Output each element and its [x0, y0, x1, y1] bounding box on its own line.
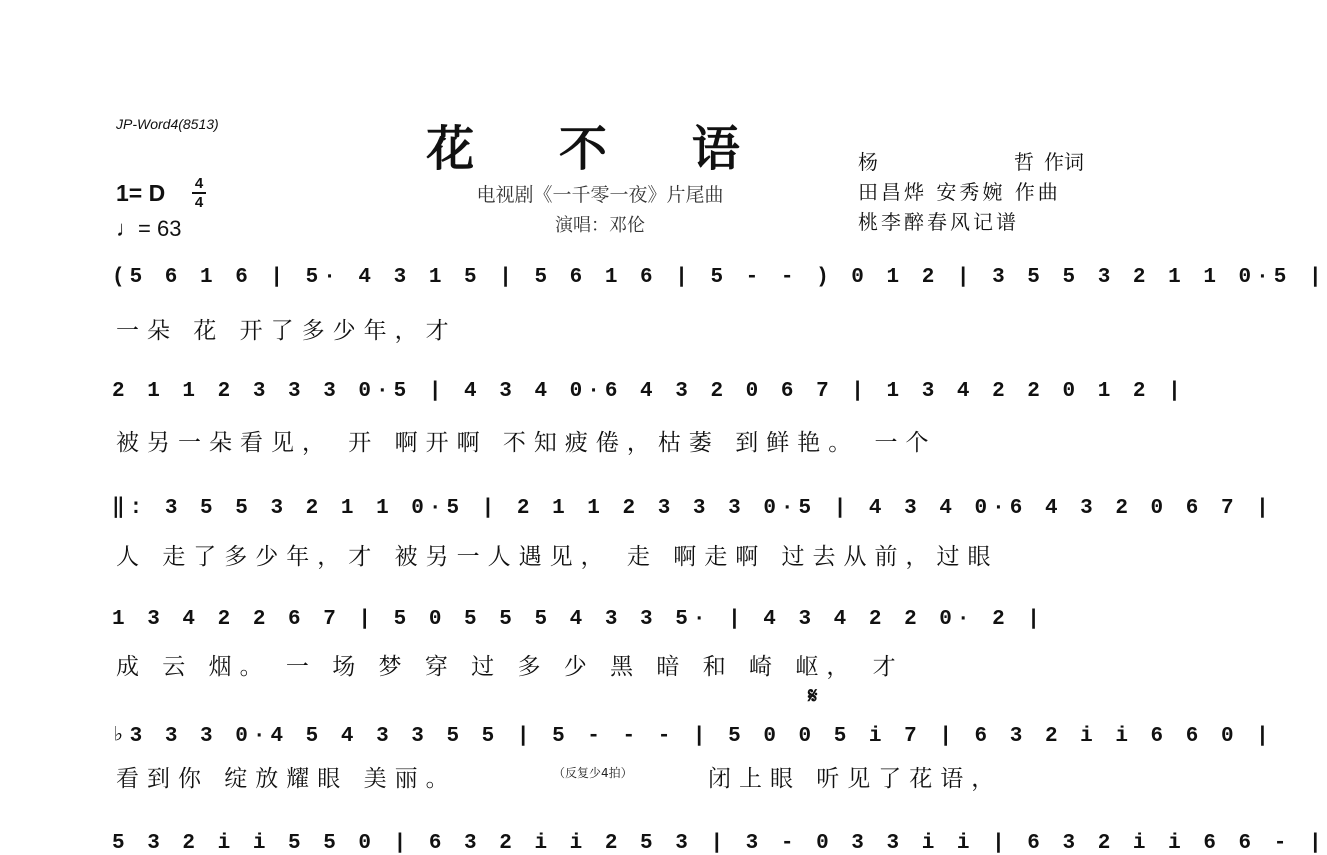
time-signature-bottom: 4	[194, 194, 204, 211]
score-line-1-notes: (5 6 1 6 | 5· 4 3 1 5 | 5 6 1 6 | 5 - - ) 0 1 2 | 3 5 5 3 2 1 1 0·5 |	[112, 266, 1327, 289]
singer-credit: 演唱：邓伦	[555, 215, 645, 236]
lyricist-name-b: 哲	[1014, 150, 1034, 174]
lyricist-credit	[858, 146, 1084, 175]
song-subtitle: 电视剧《一千零一夜》片尾曲	[476, 184, 724, 206]
repeat-instruction: （反复少4拍）	[553, 766, 633, 780]
score-line-3-lyrics: 人 走了多少年，才 被另一人遇见， 走 啊走啊 过去从前，过眼	[116, 544, 999, 570]
quarter-note-icon: ♩	[116, 216, 138, 241]
score-line-2-notes: 2 1 1 2 3 3 3 0·5 | 4 3 4 0·6 4 3 2 0 6 7 | 1 3 4 2 2 0 1 2 |	[112, 380, 1186, 403]
composer-credit: 田昌烨 安秀婉 作曲	[858, 180, 1061, 204]
score-line-6-notes: 5 3 2 i i 5 5 0 | 6 3 2 i i 2 5 3 | 3 - 0 3 3 i i | 6 3 2 i i 6 6 - |	[112, 832, 1327, 855]
score-line-4-notes: 1 3 4 2 2 6 7 | 5 0 5 5 5 4 3 3 5· | 4 3 4 2 2 0· 2 |	[112, 608, 1045, 631]
software-watermark: JP-Word4(8513)	[116, 116, 219, 132]
tempo-value: = 63	[138, 216, 182, 241]
score-line-5-notes: ♭3 3 3 0·4 5 4 3 3 5 5 | 5 - - - | 5 0 0 5 i 7 | 6 3 2 i i 6 6 0 |	[112, 725, 1274, 748]
score-line-4-lyrics: 成 云 烟。 一 场 梦 穿 过 多 少 黑 暗 和 崎 岖， 才	[116, 654, 904, 680]
score-line-5-lyrics: 看到你 绽放耀眼 美丽。	[116, 766, 457, 792]
lyricist-role: 作词	[1044, 150, 1084, 174]
key-signature: 1= D	[116, 180, 166, 206]
time-signature-top: 4	[194, 175, 204, 192]
score-line-2-lyrics: 被另一朵看见， 开 啊开啊 不知疲倦，枯萎 到鲜艳。 一个	[116, 430, 937, 456]
transcriber-credit: 桃李醉春风记谱	[858, 210, 1019, 234]
score-line-1-lyrics: 一朵 花 开了多少年，才	[116, 318, 457, 344]
song-title: 花 不 语	[426, 121, 774, 177]
score-line-5-lyrics-b: 闭上眼 听见了花语，	[708, 766, 1003, 792]
score-line-3-notes: ‖: 3 5 5 3 2 1 1 0·5 | 2 1 1 2 3 3 3 0·5 | 4 3 4 0·6 4 3 2 0 6 7 |	[112, 497, 1274, 520]
lyricist-name-a: 杨	[858, 150, 878, 174]
time-signature	[192, 176, 206, 210]
tempo-marking	[116, 216, 181, 242]
segno-sign: 𝄋	[808, 684, 818, 709]
